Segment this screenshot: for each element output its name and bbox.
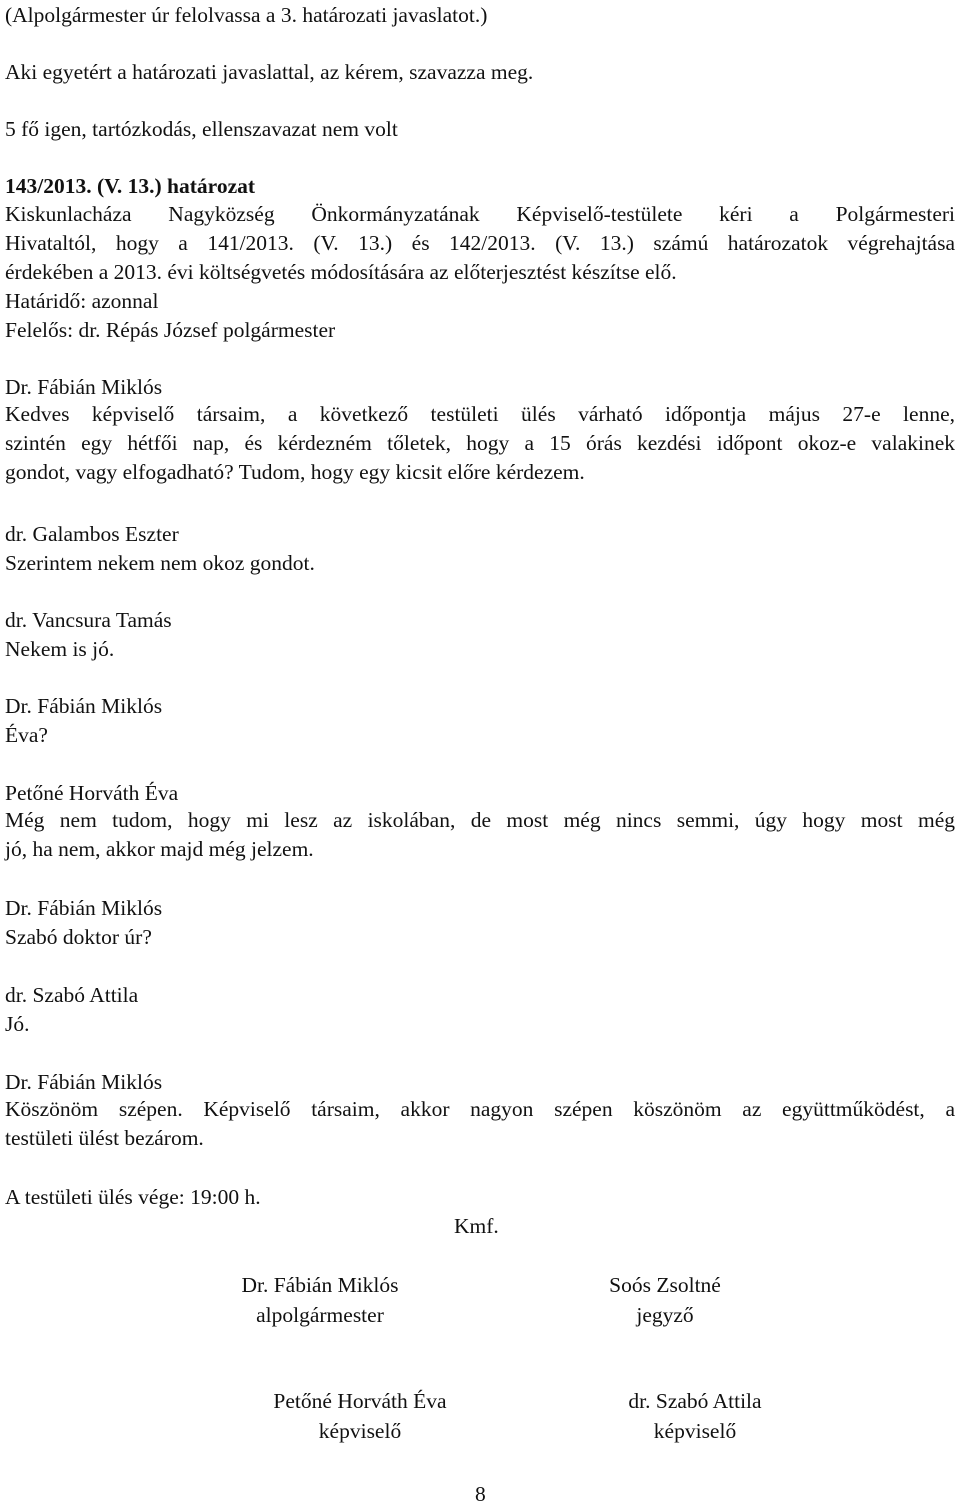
signature-role: jegyző [636, 1303, 694, 1327]
signature-name: dr. Szabó Attila [628, 1389, 762, 1413]
speech-line: gondot, vagy elfogadható? Tudom, hogy egy kicsit előre kérdezem. [5, 460, 585, 484]
speaker-name: dr. Galambos Eszter [5, 522, 179, 546]
resolution-responsible: Felelős: dr. Répás József polgármester [5, 318, 336, 342]
speech-line: szintén egy hétfői nap, és kérdezném tőletek, hogy a 15 órás kezdési időpont okoz-e valakinek [5, 431, 955, 455]
speech-line: jó, ha nem, akkor majd még jelzem. [5, 837, 314, 861]
signature-block [550, 1270, 780, 1330]
resolution-title: 143/2013. (V. 13.) határozat [5, 174, 256, 198]
speech-text [5, 400, 955, 487]
speaker-name: Dr. Fábián Miklós [5, 375, 163, 399]
resolution-text-line-1: Kiskunlacháza Nagyközség Önkormányzatának Képviselő-testülete kéri a Polgármesteri [5, 202, 955, 226]
speech-line: Jó. [5, 1012, 30, 1036]
signature-role: alpolgármester [256, 1303, 384, 1327]
speech-text [5, 1095, 955, 1153]
resolution-text-line-3: érdekében a 2013. évi költségvetés módosítására az előterjesztést készítse elő. [5, 260, 677, 284]
vote-result: 5 fő igen, tartózkodás, ellenszavazat nem volt [5, 117, 398, 141]
speech-line: testületi ülést bezárom. [5, 1126, 204, 1150]
signature-block [205, 1270, 435, 1330]
resolution-text-line-2: Hivataltól, hogy a 141/2013. (V. 13.) és 142/2013. (V. 13.) számú határozatok végrehajtása [5, 231, 955, 255]
signature-name: Dr. Fábián Miklós [241, 1273, 399, 1297]
signature-block [245, 1386, 475, 1446]
speaker-name: Dr. Fábián Miklós [5, 694, 163, 718]
signature-role: képviselő [653, 1419, 737, 1443]
vote-call: Aki egyetért a határozati javaslattal, az kérem, szavazza meg. [5, 60, 534, 84]
speaker-name: dr. Szabó Attila [5, 983, 139, 1007]
speech-line: Éva? [5, 723, 48, 747]
speaker-name: dr. Vancsura Tamás [5, 608, 172, 632]
speech-line: Szabó doktor úr? [5, 925, 152, 949]
page-number: 8 [475, 1482, 486, 1506]
signature-role: képviselő [318, 1419, 402, 1443]
resolution-deadline: Határidő: azonnal [5, 289, 159, 313]
signature-name: Soós Zsoltné [609, 1273, 721, 1297]
signature-block [580, 1386, 810, 1446]
speaker-name: Petőné Horváth Éva [5, 781, 179, 805]
speech-line: Nekem is jó. [5, 637, 115, 661]
speech-text [5, 806, 955, 864]
kmf-label: Kmf. [454, 1214, 499, 1238]
speech-line: Kedves képviselő társaim, a következő testületi ülés várható időpontja május 27-e lenne, [5, 402, 955, 426]
speaker-name: Dr. Fábián Miklós [5, 1070, 163, 1094]
speaker-name: Dr. Fábián Miklós [5, 896, 163, 920]
session-end-time: A testületi ülés vége: 19:00 h. [5, 1185, 261, 1209]
resolution-text [5, 200, 955, 287]
speech-line: Még nem tudom, hogy mi lesz az iskolában, de most még nincs semmi, úgy hogy most még [5, 808, 955, 832]
speech-line: Köszönöm szépen. Képviselő társaim, akkor nagyon szépen köszönöm az együttműködést, a [5, 1097, 955, 1121]
speech-line: Szerintem nekem nem okoz gondot. [5, 551, 315, 575]
reading-note: (Alpolgármester úr felolvassa a 3. határozati javaslatot.) [5, 3, 488, 27]
signature-name: Petőné Horváth Éva [273, 1389, 447, 1413]
